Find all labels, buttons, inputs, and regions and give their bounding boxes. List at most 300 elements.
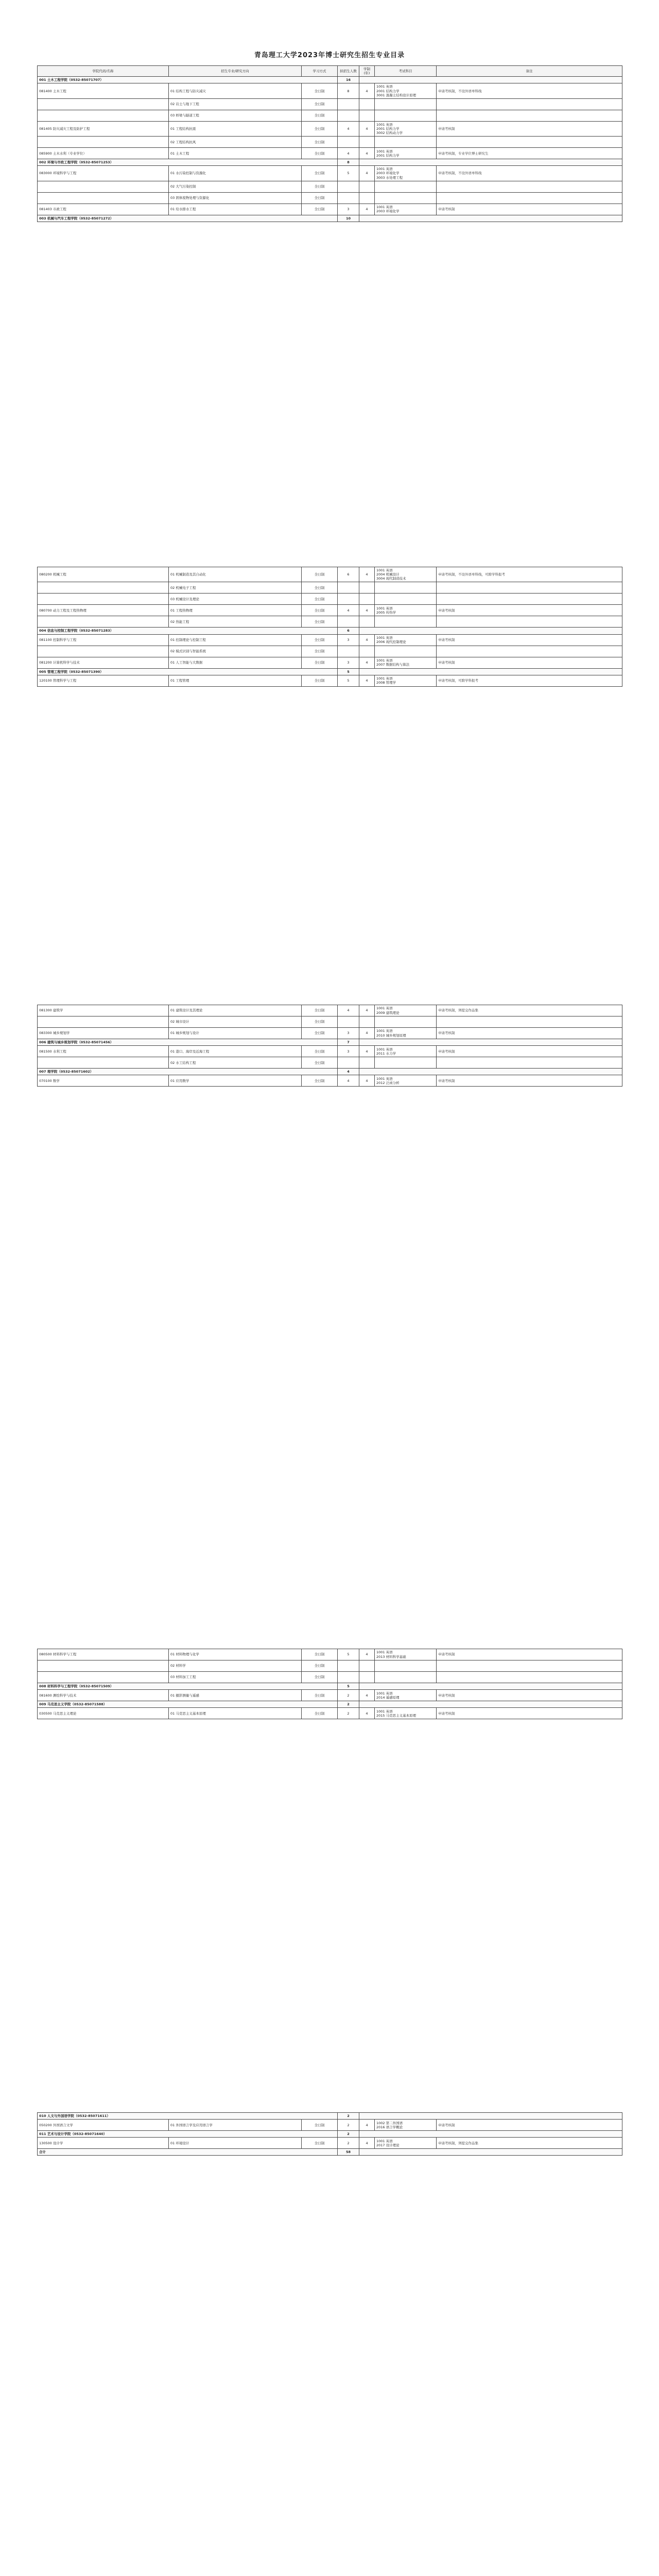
planned-enrollment — [338, 192, 359, 204]
exam-subjects: 1001 英语 2003 环境化学 — [375, 204, 437, 215]
study-years — [359, 1057, 375, 1069]
study-years — [359, 181, 375, 192]
college-name: 005 管理工程学院（0532-85071390） — [38, 668, 338, 675]
planned-enrollment: 2 — [338, 2138, 359, 2149]
remarks — [437, 594, 622, 605]
major-name: 081405 防灾减灾工程及防护工程 — [38, 121, 169, 136]
remarks — [437, 616, 622, 628]
study-mode: 全日制 — [302, 1016, 338, 1028]
table-row — [38, 1672, 622, 1683]
remarks: 申请考核制 — [437, 2120, 622, 2131]
table-row — [38, 1028, 622, 1039]
major-name — [38, 594, 169, 605]
college-plan-total: 5 — [338, 1683, 359, 1690]
college-plan-total: 6 — [338, 628, 359, 634]
table-row — [38, 1708, 622, 1719]
study-mode: 全日制 — [302, 1708, 338, 1719]
major-name — [38, 1672, 169, 1683]
research-direction: 01 给水排水工程 — [169, 204, 302, 215]
study-years — [359, 582, 375, 594]
study-mode: 全日制 — [302, 2138, 338, 2149]
college-row — [38, 159, 622, 166]
research-direction: 01 结构工程与防灾减灾 — [169, 83, 302, 98]
planned-enrollment — [338, 137, 359, 148]
study-years: 4 — [359, 1649, 375, 1660]
major-name — [38, 1057, 169, 1069]
research-direction: 02 模式识别与智能系统 — [169, 646, 302, 657]
study-years: 4 — [359, 1046, 375, 1057]
remarks: 申请考核制 — [437, 1075, 622, 1087]
study-years: 4 — [359, 1690, 375, 1701]
exam-subjects — [375, 1057, 437, 1069]
column-header: 考试科目 — [375, 66, 437, 77]
research-direction: 01 工程管理 — [169, 675, 302, 686]
study-years: 4 — [359, 1005, 375, 1016]
research-direction: 01 水污染控制与资源化 — [169, 166, 302, 181]
research-direction: 01 环境设计 — [169, 2138, 302, 2149]
table-row — [38, 1046, 622, 1057]
exam-subjects — [375, 1016, 437, 1028]
exam-subjects: 1001 英语 2001 结构力学 — [375, 148, 437, 159]
exam-subjects: 1001 英语 2008 管理学 — [375, 675, 437, 686]
remarks: 申请考核制 — [437, 1708, 622, 1719]
table-row — [38, 166, 622, 181]
table-row — [38, 616, 622, 628]
table-row — [38, 2120, 622, 2131]
research-direction: 02 机械电子工程 — [169, 582, 302, 594]
major-name: 081600 测绘科学与技术 — [38, 1690, 169, 1701]
college-name: 002 环境与市政工程学院（0532-85071253） — [38, 159, 338, 166]
research-direction: 01 土木工程 — [169, 148, 302, 159]
research-direction: 02 水工结构工程 — [169, 1057, 302, 1069]
remarks: 申请考核制，不设外语单科线 — [437, 166, 622, 181]
planned-enrollment — [338, 1672, 359, 1683]
planned-enrollment: 4 — [338, 1005, 359, 1016]
remarks: 申请考核制 — [437, 634, 622, 646]
research-direction: 01 人工智能与大数据 — [169, 657, 302, 668]
remarks: 申请考核制 — [437, 657, 622, 668]
column-header: 学院代码/名称 — [38, 66, 169, 77]
college-row — [38, 2149, 622, 2156]
exam-subjects: 1001 英语 2003 环境化学 3003 水处理工程 — [375, 166, 437, 181]
college-plan-total: 2 — [338, 1701, 359, 1708]
study-years — [359, 1660, 375, 1672]
research-direction: 01 建筑设计及其理论 — [169, 1005, 302, 1016]
planned-enrollment: 2 — [338, 1690, 359, 1701]
college-plan-total: 58 — [338, 2149, 359, 2156]
study-mode: 全日制 — [302, 181, 338, 192]
major-name: 080700 动力工程及工程热物理 — [38, 605, 169, 616]
remarks — [437, 98, 622, 110]
remarks: 申请考核制 — [437, 121, 622, 136]
table-row — [38, 2138, 622, 2149]
exam-subjects: 1001 英语 2011 水力学 — [375, 1046, 437, 1057]
empty-cell — [359, 215, 622, 222]
major-name: 081400 土木工程 — [38, 83, 169, 98]
college-name: 008 材料科学与工程学院（0532-85071509） — [38, 1683, 338, 1690]
planned-enrollment: 2 — [338, 2120, 359, 2131]
major-name: 085900 土木水利（专业学位） — [38, 148, 169, 159]
remarks — [437, 582, 622, 594]
remarks: 申请考核制，专业学位博士研究生 — [437, 148, 622, 159]
college-name: 003 机械与汽车工程学院（0532-85071272） — [38, 215, 338, 222]
study-years: 4 — [359, 83, 375, 98]
planned-enrollment: 5 — [338, 675, 359, 686]
plan-page-1 — [37, 41, 622, 222]
college-row — [38, 1683, 622, 1690]
remarks: 申请考核制，须提交作品集 — [437, 2138, 622, 2149]
exam-subjects: 1002 第二外国语 2016 语言学概论 — [375, 2120, 437, 2131]
exam-subjects: 1001 英语 2006 现代控制理论 — [375, 634, 437, 646]
planned-enrollment: 3 — [338, 634, 359, 646]
major-name: 083300 城乡规划学 — [38, 1028, 169, 1039]
column-header: 备注 — [437, 66, 622, 77]
major-name: 120100 管理科学与工程 — [38, 675, 169, 686]
planned-enrollment: 6 — [338, 567, 359, 582]
college-row — [38, 628, 622, 634]
study-mode: 全日制 — [302, 1075, 338, 1087]
research-direction: 01 城乡规划与设计 — [169, 1028, 302, 1039]
exam-subjects — [375, 1672, 437, 1683]
study-years — [359, 98, 375, 110]
page-title: 青岛理工大学2023年博士研究生招生专业目录 — [254, 52, 405, 59]
research-direction: 03 桥梁与隧道工程 — [169, 110, 302, 121]
college-plan-total: 5 — [338, 668, 359, 675]
study-mode: 全日制 — [302, 204, 338, 215]
enrollment-table — [37, 65, 622, 222]
major-name: 083000 环境科学与工程 — [38, 166, 169, 181]
planned-enrollment — [338, 110, 359, 121]
study-mode: 全日制 — [302, 675, 338, 686]
exam-subjects: 1001 英语 2001 结构力学 3002 结构动力学 — [375, 121, 437, 136]
remarks — [437, 646, 622, 657]
exam-subjects: 1001 英语 2001 结构力学 3001 混凝土结构设计原理 — [375, 83, 437, 98]
planned-enrollment: 8 — [338, 83, 359, 98]
remarks: 申请考核制，不设外语单科线，可跨学科报考 — [437, 567, 622, 582]
table-row — [38, 192, 622, 204]
column-header: 招生专业/研究方向 — [169, 66, 302, 77]
remarks: 申请考核制 — [437, 1028, 622, 1039]
major-name — [38, 181, 169, 192]
research-direction: 01 应用数学 — [169, 1075, 302, 1087]
remarks — [437, 1672, 622, 1683]
college-plan-total: 2 — [338, 2113, 359, 2120]
empty-cell — [359, 2113, 622, 2120]
empty-cell — [359, 159, 622, 166]
research-direction: 01 马克思主义基本原理 — [169, 1708, 302, 1719]
major-name: 080500 材料科学与工程 — [38, 1649, 169, 1660]
empty-cell — [359, 1069, 622, 1075]
table-row — [38, 1016, 622, 1028]
plan-page-2 — [37, 567, 622, 687]
exam-subjects: 1001 英语 2009 建筑理论 — [375, 1005, 437, 1016]
research-direction: 02 大气污染控制 — [169, 181, 302, 192]
planned-enrollment — [338, 181, 359, 192]
planned-enrollment: 5 — [338, 1649, 359, 1660]
study-years: 4 — [359, 148, 375, 159]
college-plan-total: 4 — [338, 1069, 359, 1075]
study-mode: 全日制 — [302, 657, 338, 668]
table-row — [38, 634, 622, 646]
exam-subjects — [375, 110, 437, 121]
exam-subjects — [375, 98, 437, 110]
research-direction: 01 外国语言学及应用语言学 — [169, 2120, 302, 2131]
college-name: 011 艺术与设计学院（0532-85071640） — [38, 2131, 338, 2138]
planned-enrollment: 3 — [338, 657, 359, 668]
major-name: 130500 设计学 — [38, 2138, 169, 2149]
planned-enrollment — [338, 98, 359, 110]
exam-subjects: 1001 英语 2014 遥感原理 — [375, 1690, 437, 1701]
empty-cell — [359, 1701, 622, 1708]
planned-enrollment — [338, 1660, 359, 1672]
remarks — [437, 137, 622, 148]
enrollment-table — [37, 1005, 622, 1087]
study-mode: 全日制 — [302, 605, 338, 616]
table-header-row — [38, 66, 622, 77]
study-mode: 全日制 — [302, 2120, 338, 2131]
research-direction: 02 材料学 — [169, 1660, 302, 1672]
table-row — [38, 83, 622, 98]
study-years: 4 — [359, 121, 375, 136]
research-direction: 01 港口、海岸及近海工程 — [169, 1046, 302, 1057]
table-row — [38, 1690, 622, 1701]
exam-subjects — [375, 616, 437, 628]
study-years: 4 — [359, 567, 375, 582]
planned-enrollment — [338, 594, 359, 605]
college-plan-total: 2 — [338, 2131, 359, 2138]
table-row — [38, 1057, 622, 1069]
major-name: 081200 计算机科学与技术 — [38, 657, 169, 668]
study-years: 4 — [359, 204, 375, 215]
remarks — [437, 110, 622, 121]
exam-subjects: 1001 英语 2004 机械设计 3004 现代制造技术 — [375, 567, 437, 582]
study-mode: 全日制 — [302, 83, 338, 98]
exam-subjects: 1001 英语 2017 设计理论 — [375, 2138, 437, 2149]
table-row — [38, 181, 622, 192]
study-mode: 全日制 — [302, 121, 338, 136]
study-years — [359, 1016, 375, 1028]
major-name: 081403 市政工程 — [38, 204, 169, 215]
study-mode: 全日制 — [302, 1005, 338, 1016]
table-row — [38, 657, 622, 668]
enrollment-table — [37, 2112, 622, 2156]
empty-cell — [359, 2131, 622, 2138]
planned-enrollment: 2 — [338, 1708, 359, 1719]
remarks — [437, 1660, 622, 1672]
remarks: 申请考核制 — [437, 204, 622, 215]
table-row — [38, 582, 622, 594]
study-years: 4 — [359, 634, 375, 646]
study-mode: 全日制 — [302, 1672, 338, 1683]
study-mode: 全日制 — [302, 582, 338, 594]
study-mode: 全日制 — [302, 1649, 338, 1660]
planned-enrollment: 3 — [338, 1046, 359, 1057]
research-direction: 01 摄影测量与遥感 — [169, 1690, 302, 1701]
remarks — [437, 181, 622, 192]
exam-subjects — [375, 594, 437, 605]
exam-subjects: 1001 英语 2012 泛函分析 — [375, 1075, 437, 1087]
major-name: 070100 数学 — [38, 1075, 169, 1087]
remarks — [437, 1057, 622, 1069]
study-years — [359, 192, 375, 204]
research-direction: 03 固体废物处理与资源化 — [169, 192, 302, 204]
study-mode: 全日制 — [302, 98, 338, 110]
study-years: 4 — [359, 1028, 375, 1039]
exam-subjects — [375, 1660, 437, 1672]
college-name: 009 马克思主义学院（0532-85071588） — [38, 1701, 338, 1708]
column-header: 拟招生人数 — [338, 66, 359, 77]
study-years — [359, 594, 375, 605]
research-direction: 01 工程结构抗震 — [169, 121, 302, 136]
planned-enrollment: 4 — [338, 605, 359, 616]
study-years: 4 — [359, 675, 375, 686]
study-mode: 全日制 — [302, 110, 338, 121]
college-row — [38, 1701, 622, 1708]
planned-enrollment — [338, 616, 359, 628]
plan-page-5 — [37, 2112, 622, 2156]
study-years — [359, 616, 375, 628]
table-row — [38, 148, 622, 159]
major-name — [38, 192, 169, 204]
major-name — [38, 616, 169, 628]
college-row — [38, 1039, 622, 1046]
major-name: 050200 外国语言文学 — [38, 2120, 169, 2131]
study-years — [359, 1672, 375, 1683]
exam-subjects — [375, 181, 437, 192]
enrollment-table — [37, 1649, 622, 1719]
study-years: 4 — [359, 1708, 375, 1719]
exam-subjects — [375, 192, 437, 204]
study-years: 4 — [359, 2120, 375, 2131]
study-years: 4 — [359, 605, 375, 616]
empty-cell — [359, 628, 622, 634]
table-row — [38, 1649, 622, 1660]
column-header: 学习方式 — [302, 66, 338, 77]
plan-page-3 — [37, 1005, 622, 1087]
research-direction: 01 机械制造及其自动化 — [169, 567, 302, 582]
study-years — [359, 110, 375, 121]
remarks — [437, 192, 622, 204]
study-years: 4 — [359, 2138, 375, 2149]
study-years — [359, 137, 375, 148]
study-years: 4 — [359, 657, 375, 668]
study-mode: 全日制 — [302, 1660, 338, 1672]
empty-cell — [359, 1039, 622, 1046]
study-mode: 全日制 — [302, 166, 338, 181]
research-direction: 02 热能工程 — [169, 616, 302, 628]
study-years: 4 — [359, 166, 375, 181]
table-row — [38, 204, 622, 215]
empty-cell — [359, 668, 622, 675]
planned-enrollment: 3 — [338, 204, 359, 215]
major-name — [38, 98, 169, 110]
major-name: 030500 马克思主义理论 — [38, 1708, 169, 1719]
table-row — [38, 594, 622, 605]
college-name: 010 人文与外国语学院（0532-85071611） — [38, 2113, 338, 2120]
college-plan-total: 16 — [338, 77, 359, 83]
exam-subjects: 1001 英语 2013 材料科学基础 — [375, 1649, 437, 1660]
exam-subjects: 1001 英语 2005 传热学 — [375, 605, 437, 616]
table-row — [38, 110, 622, 121]
empty-cell — [359, 2149, 622, 2156]
empty-cell — [359, 1683, 622, 1690]
major-name — [38, 1016, 169, 1028]
planned-enrollment — [338, 1016, 359, 1028]
study-mode: 全日制 — [302, 646, 338, 657]
college-row — [38, 668, 622, 675]
college-plan-total: 10 — [338, 215, 359, 222]
planned-enrollment: 3 — [338, 1028, 359, 1039]
exam-subjects — [375, 582, 437, 594]
major-name — [38, 646, 169, 657]
empty-cell — [359, 77, 622, 83]
research-direction: 02 城市设计 — [169, 1016, 302, 1028]
remarks: 申请考核制，可跨学科报考 — [437, 675, 622, 686]
study-years: 4 — [359, 1075, 375, 1087]
table-row — [38, 121, 622, 136]
plan-page-4 — [37, 1649, 622, 1719]
table-row — [38, 605, 622, 616]
planned-enrollment — [338, 1057, 359, 1069]
remarks: 申请考核制 — [437, 1690, 622, 1701]
exam-subjects: 1001 英语 2015 马克思主义基本原理 — [375, 1708, 437, 1719]
research-direction: 03 机械设计及理论 — [169, 594, 302, 605]
planned-enrollment — [338, 582, 359, 594]
major-name — [38, 1660, 169, 1672]
study-mode: 全日制 — [302, 1690, 338, 1701]
planned-enrollment: 5 — [338, 166, 359, 181]
study-mode: 全日制 — [302, 1046, 338, 1057]
planned-enrollment: 4 — [338, 1075, 359, 1087]
remarks: 申请考核制 — [437, 1046, 622, 1057]
college-row — [38, 2113, 622, 2120]
table-row — [38, 1075, 622, 1087]
college-plan-total: 8 — [338, 159, 359, 166]
research-direction: 01 工程热物理 — [169, 605, 302, 616]
major-name: 081100 控制科学与工程 — [38, 634, 169, 646]
college-row — [38, 2131, 622, 2138]
planned-enrollment: 4 — [338, 121, 359, 136]
study-mode: 全日制 — [302, 634, 338, 646]
planned-enrollment — [338, 646, 359, 657]
research-direction: 02 岩土与地下工程 — [169, 98, 302, 110]
table-row — [38, 646, 622, 657]
college-name: 007 理学院（0532-85071602） — [38, 1069, 338, 1075]
remarks: 申请考核制，须提交作品集 — [437, 1005, 622, 1016]
study-mode: 全日制 — [302, 616, 338, 628]
study-mode: 全日制 — [302, 1028, 338, 1039]
research-direction: 01 控制理论与控制工程 — [169, 634, 302, 646]
college-row — [38, 215, 622, 222]
major-name: 081300 建筑学 — [38, 1005, 169, 1016]
table-row — [38, 98, 622, 110]
college-row — [38, 77, 622, 83]
exam-subjects: 1001 英语 2007 数据结构与算法 — [375, 657, 437, 668]
research-direction: 01 材料物理与化学 — [169, 1649, 302, 1660]
college-row — [38, 1069, 622, 1075]
study-mode: 全日制 — [302, 148, 338, 159]
enrollment-table — [37, 567, 622, 687]
exam-subjects: 1001 英语 2010 城乡规划原理 — [375, 1028, 437, 1039]
major-name: 080200 机械工程 — [38, 567, 169, 582]
table-row — [38, 1660, 622, 1672]
research-direction: 02 工程结构抗风 — [169, 137, 302, 148]
table-row — [38, 137, 622, 148]
exam-subjects — [375, 137, 437, 148]
study-mode: 全日制 — [302, 567, 338, 582]
major-name — [38, 582, 169, 594]
major-name — [38, 110, 169, 121]
